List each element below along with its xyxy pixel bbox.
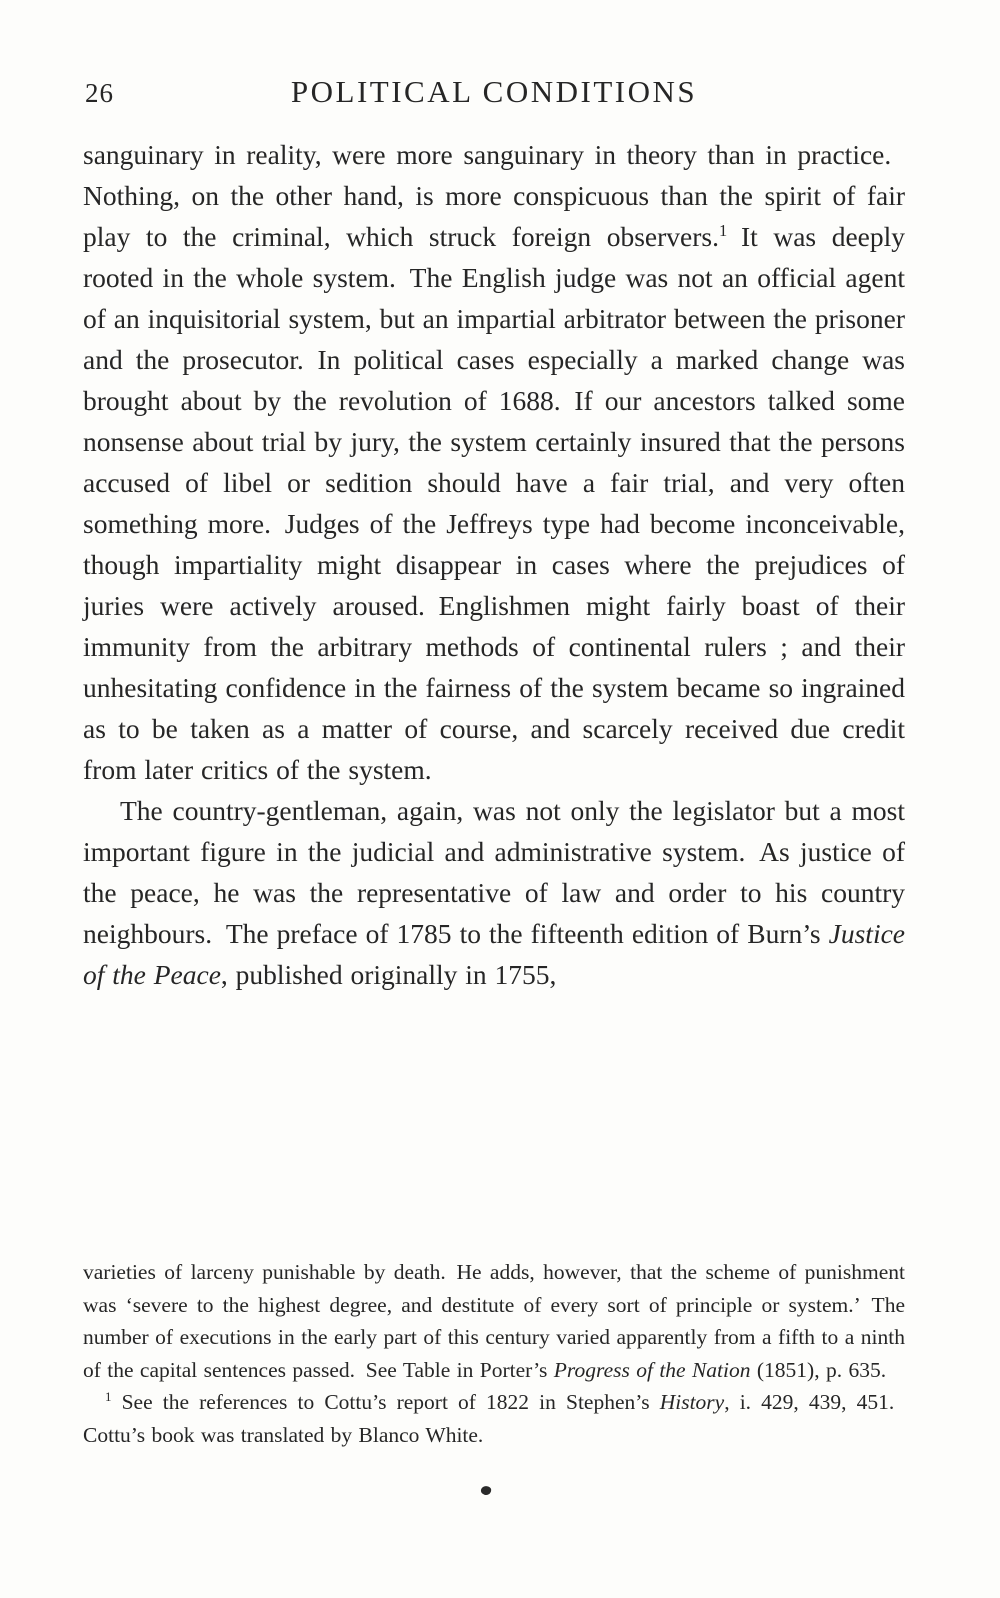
footnote-continuation: varieties of larceny punishable by death. He adds, however, that the scheme of punishment was ‘severe to the highest degree, and destitute of every sort of principle or system.’ The number of executions in the early part of this century varied apparently from a fifth to a ninth of the capital sentences passed. See Table in Porter’s Progress of the Nation (1851), p. 635. <box>83 1260 905 1382</box>
footnote-1: $^1$ See the references to Cottu’s report of 1822 in Stephen’s History, i. 429, 439, 451. Cottu’s book was translated by Blanco White. <box>83 1389 905 1447</box>
ink-mark <box>480 1485 492 1497</box>
page-number: 26 <box>85 78 114 108</box>
page-title: POLITICAL CONDITIONS <box>290 74 698 109</box>
body-paragraph-1: sanguinary in reality, were more sanguinary in theory than in practice. Nothing, on the other hand, is more conspicuous than the spirit of fair play to the criminal, which struck foreign observers.$^1$ It was deeply rooted in the whole system. The English judge was not an official agent of an inquisitorial system, but an impartial arbitrator between the prisoner and the prosecutor. In political cases especially a marked change was brought about by the revolution of 1688. If our ancestors talked some nonsense about trial by jury, the system certainly insured that the persons accused of libel or sedition should have a fair trial, and very often something more. Judges of the Jeffreys type had become inconceivable, though impartiality might disappear in cases where the prejudices of juries were actively aroused. Englishmen might fairly boast of their immunity from the arbitrary methods of continental rulers ; and their unhesitating confidence in the fairness of the system became so ingrained as to be taken as a matter of course, and scarcely received due credit from later critics of the system. <box>83 139 905 785</box>
running-header <box>83 74 905 114</box>
body-text-block <box>83 134 905 995</box>
footnotes-block <box>83 1256 905 1451</box>
body-paragraph-2: The country-gentleman, again, was not only the legislator but a most important figure in the judicial and administrative system. As justice of the peace, he was the representative of law and order to his country neighbours. The preface of 1785 to the fifteenth edition of Burn’s Justice of the Peace, published originally in 1755, <box>83 795 905 990</box>
